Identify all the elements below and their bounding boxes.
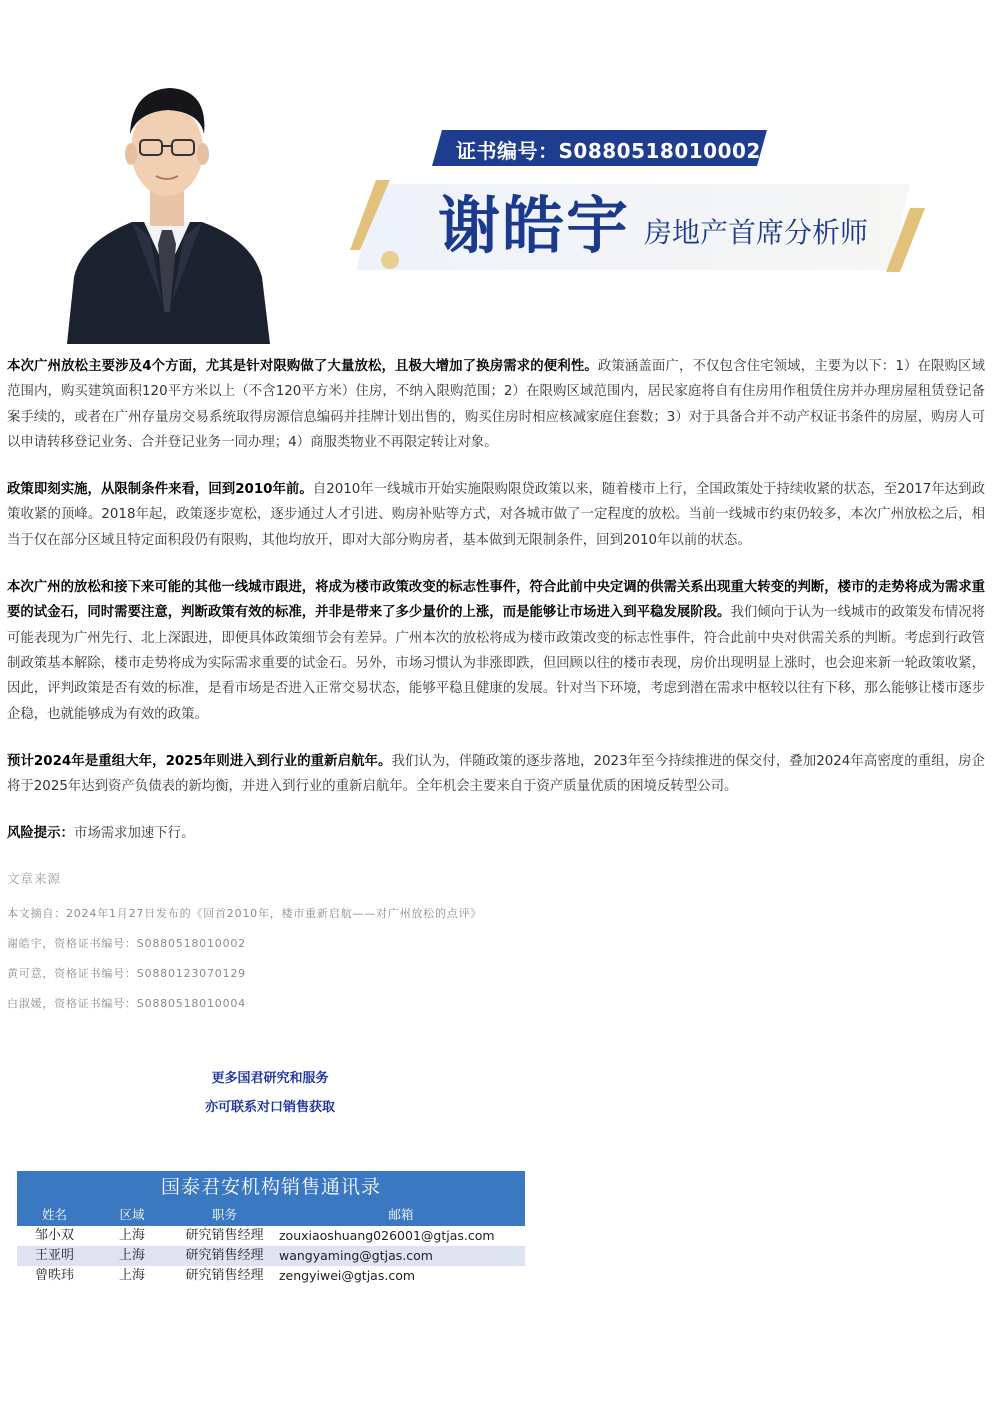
table-row — [17, 1246, 525, 1266]
contact-name: 王亚明 — [34, 1248, 74, 1263]
source-title: 文章来源 — [7, 870, 62, 886]
sales-contact-table — [17, 1171, 525, 1286]
analyst-banner — [0, 0, 992, 345]
paragraph-2-lead: 政策即刻实施，从限制条件来看，回到2010年前。 — [7, 482, 313, 498]
paragraph-3-lead: 本次广州的放松和接下来可能的其他一线城市跟进，将成为楼市政策改变的标志性事件，符合此前中央定调的供需关系出现重大转变的判断，楼市的走势将成为需求重要的试金石，同时需要注意，判断政策有效的标准，并非是带来了多少量价的上涨，而是能够让市场进入到平稳发展阶段。 — [7, 580, 985, 621]
more-research-line-1: 更多国君研究和服务 — [211, 1071, 329, 1086]
header-email: 邮箱 — [388, 1207, 414, 1222]
paragraph-1 — [7, 354, 985, 455]
contact-email[interactable]: zouxiaoshuang026001@gtjas.com — [279, 1228, 495, 1243]
article-body — [7, 354, 985, 1025]
paragraph-1-text: 政策涵盖面广，不仅包含住宅领域，主要为以下：1）在限购区域范围内，购买建筑面积120平方米以上（不含120平方米）住房，不纳入限购范围；2）在限购区域范围内，居民家庭将自有住房用作租赁住房并办理房屋租赁登记备案手续的，或者在广州存量房交易系统取得房源信息编码并挂牌计划出售的，购买住房时相应核减家庭住套数；3）对于具备合并不动产权证书条件的房屋，购房人可以申请转移登记业务、合并登记业务一同办理；4）商服类物业不再限定转让对象。 — [7, 359, 985, 450]
risk-note — [7, 821, 985, 846]
contact-position: 研究销售经理 — [185, 1268, 264, 1283]
contact-position: 研究销售经理 — [185, 1228, 264, 1243]
contact-email[interactable]: wangyaming@gtjas.com — [279, 1248, 433, 1263]
risk-note-lead: 风险提示： — [7, 826, 74, 842]
table-row — [17, 1266, 525, 1286]
paragraph-3 — [7, 575, 985, 727]
contact-table-title: 国泰君安机构销售通讯录 — [17, 1171, 525, 1204]
paragraph-3-text: 我们倾向于认为一线城市的政策发布情况将可能表现为广州先行、北上深跟进，即便具体政策细节会有差异。广州本次的放松将成为楼市政策改变的标志性事件，符合此前中央对供需关系的判断。考虑到行政管制政策基本解除，楼市走势将成为实际需求重要的试金石。另外，市场习惯认为非涨即跌，但回顾以往的楼市表现，房价出现明显上涨时，也会迎来新一轮政策收紧，因此，评判政策是否有效的标准，是看市场是否进入正常交易状态，能够平稳且健康的发展。针对当下环境，考虑到潜在需求中枢较以往有下移，那么能够让楼市逐步企稳，也就能够成为有效的政策。 — [7, 605, 985, 722]
paragraph-1-lead: 本次广州放松主要涉及4个方面，尤其是针对限购做了大量放松，且极大增加了换房需求的便利性。 — [7, 359, 598, 374]
contact-email[interactable]: zengyiwei@gtjas.com — [279, 1268, 416, 1283]
certificate-label: 证书编号：S0880518010002 — [456, 139, 761, 163]
header-name: 姓名 — [41, 1207, 67, 1222]
paragraph-4 — [7, 749, 985, 800]
analyst-name: 谢皓宇 — [438, 189, 631, 262]
source-line: 白淑媛，资格证书编号：S0880518010004 — [7, 996, 246, 1010]
analyst-portrait — [62, 72, 272, 344]
table-row — [17, 1226, 525, 1246]
risk-note-text: 市场需求加速下行。 — [73, 826, 195, 842]
paragraph-4-lead: 预计2024年是重组大年，2025年则进入到行业的重新启航年。 — [7, 753, 392, 769]
paragraph-2 — [7, 477, 985, 553]
more-research-line-2: 亦可联系对口销售获取 — [204, 1100, 335, 1115]
certificate-tag — [432, 130, 767, 166]
contact-position: 研究销售经理 — [185, 1248, 264, 1263]
analyst-title: 房地产首席分析师 — [644, 216, 869, 249]
source-line: 本文摘自：2024年1月27日发布的《回首2010年，楼市重新启航——对广州放松的点评》 — [7, 906, 483, 920]
contact-region: 上海 — [118, 1248, 145, 1263]
paragraph-2-text: 自2010年一线城市开始实施限购限贷政策以来，随着楼市上行，全国政策处于持续收紧的状态，至2017年达到政策收紧的顶峰。2018年起，政策逐步宽松，逐步通过人才引进、购房补贴等方式，对各城市做了一定程度的放松。当前一线城市约束仍较多，本次广州放松之后，相当于仅在部分区域且特定面积段仍有限购，其他均放开，即对大部分购房者，基本做到无限制条件，回到2010年以前的状态。 — [7, 482, 985, 548]
source-line: 黄可意，资格证书编号：S0880123070129 — [7, 966, 246, 980]
contact-region: 上海 — [118, 1268, 145, 1283]
source-line: 谢皓宇，资格证书编号：S0880518010002 — [7, 936, 246, 950]
contact-table-header — [17, 1204, 525, 1226]
paragraph-4-text: 我们认为，伴随政策的逐步落地，2023年至今持续推进的保交付，叠加2024年高密度的重组，房企将于2025年达到资产负债表的新均衡，并进入到行业的重新启航年。全年机会主要来自于资产质量优质的困境反转型公司。 — [7, 753, 985, 795]
contact-name: 曾昳玮 — [34, 1268, 74, 1283]
contact-region: 上海 — [118, 1228, 145, 1243]
contact-name: 邹小双 — [34, 1228, 74, 1243]
header-position: 职务 — [211, 1207, 237, 1222]
header-region: 区域 — [119, 1207, 145, 1222]
